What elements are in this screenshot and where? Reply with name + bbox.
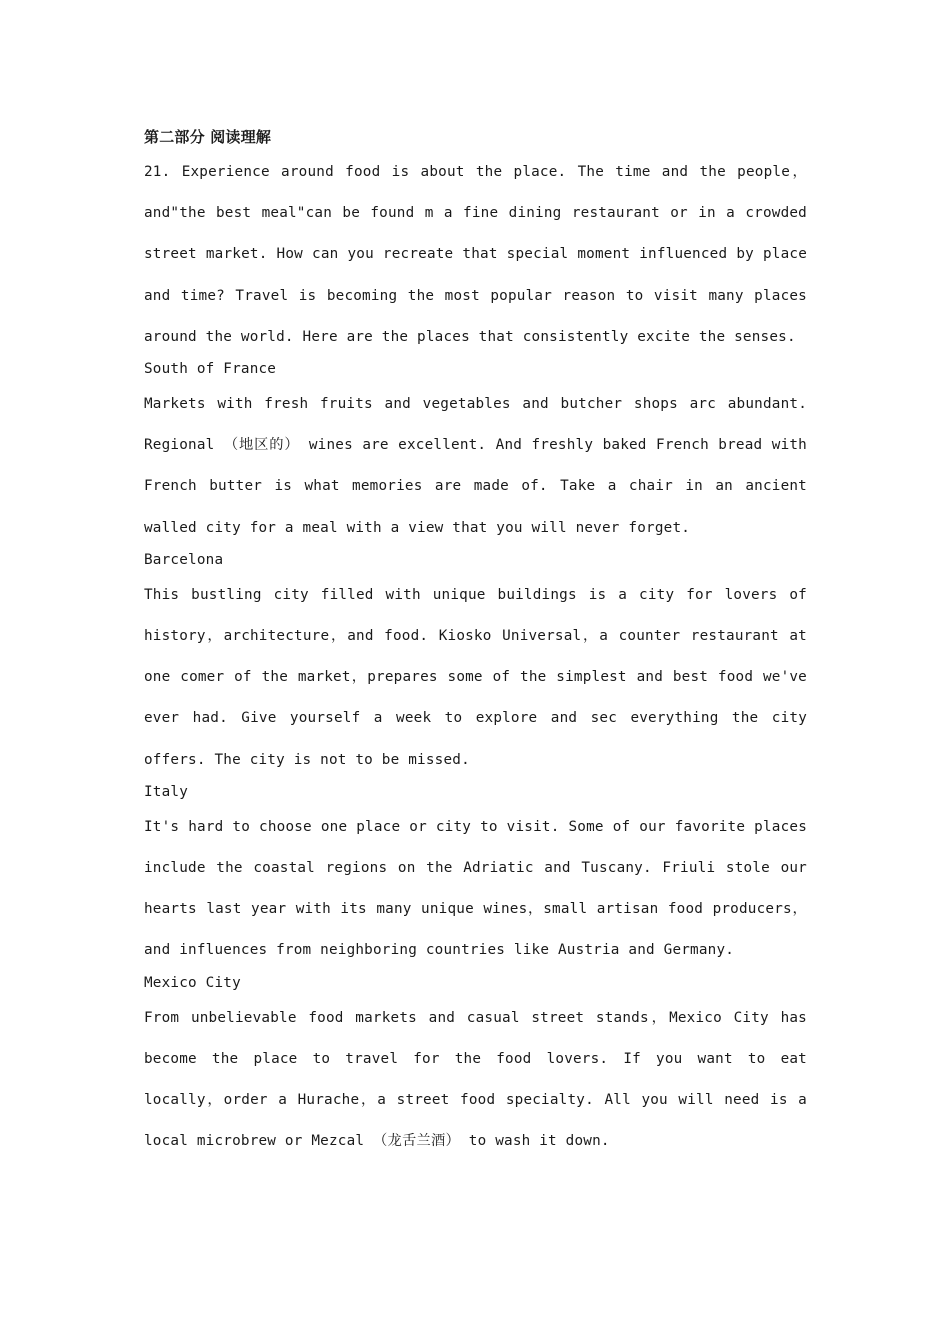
paragraph-italy: It's hard to choose one place or city to visit. Some of our favorite places include the coastal regions on the Adriatic and Tuscany. Friuli stole our hearts last year with its many unique wines，small artisan food producers，and influences from neighboring countries like Austria and Germany. [144, 818, 807, 959]
subheading-italy: Italy [144, 783, 189, 800]
subheading-barcelona: Barcelona [144, 551, 224, 568]
paragraph-mexico-city: From unbelievable food markets and casual street stands，Mexico City has become the place to travel for the food lovers. If you want to eat locally，order a Hurache，a street food specialty. All you will need is a local microbrew or Mezcal （龙舌兰酒） to wash it down. [144, 1009, 807, 1150]
paragraph-barcelona: This bustling city filled with unique buildings is a city for lovers of history，architecture，and food. Kiosko Universal，a counter restaurant at one comer of the market，prepares some of the simplest and best food we've ever had. Give yourself a week to explore and sec everything the city offers. The city is not to be missed. [144, 586, 807, 768]
subheading-south-of-france: South of France [144, 361, 277, 378]
subheading-mexico-city: Mexico City [144, 974, 241, 991]
document-page [144, 122, 807, 1162]
intro-paragraph: 21. Experience around food is about the place. The time and the people，and"the best meal"can be found m a fine dining restaurant or in a crowded street market. How can you recreate that special moment influenced by place and time? Travel is becoming the most popular reason to visit many places around the world. Here are the places that consistently excite the senses. [144, 164, 807, 345]
paragraph-south-of-france: Markets with fresh fruits and vegetables and butcher shops arc abundant. Regional （地区的） wines are excellent. And freshly baked French bread with French butter is what memories are made of. Take a chair in an ancient walled city for a meal with a view that you will never forget. [144, 396, 807, 536]
section-heading: 第二部分 阅读理解 [144, 128, 272, 146]
